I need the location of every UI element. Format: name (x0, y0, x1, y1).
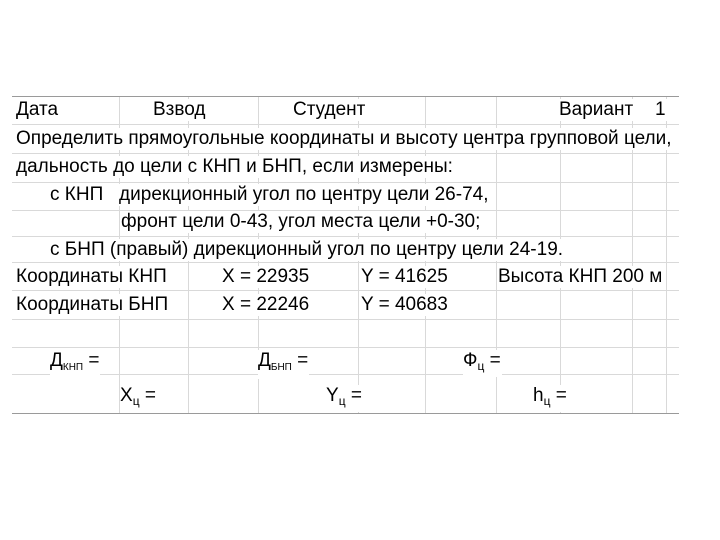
knp-y-value: Y = 41625 (361, 266, 448, 287)
knp-height-value: Высота КНП 200 м (498, 266, 663, 287)
grid-row-line (12, 319, 679, 320)
knp-coordinates-label: Координаты КНП (16, 266, 167, 287)
bnp-y-value: Y = 40683 (361, 294, 448, 315)
task-text-line: дальность до цели с КНП и БНП, если измерены: (16, 156, 453, 177)
target-x-answer: $X_ц$ = (120, 385, 157, 412)
task-text-line: с БНП (правый) дирекционный угол по центру цели 24-19. (50, 239, 564, 260)
grid-row-line (12, 236, 679, 237)
grid-row-line (12, 374, 679, 375)
range-bnp-answer: $Д_{БНП}$ = (258, 350, 309, 379)
variant-label: Вариант (559, 99, 634, 120)
task-text-line: Определить прямоугольные координаты и высоту центра групповой цели, (16, 128, 672, 149)
worksheet-grid (12, 96, 679, 414)
range-knp-answer: $Д_{КНП}$ = (50, 350, 100, 379)
platoon-label: Взвод (153, 99, 206, 120)
task-text-line: с КНП дирекционный угол по центру цели 26-74, (50, 184, 489, 205)
grid-row-line (12, 290, 679, 291)
bnp-x-value: X = 22246 (222, 294, 310, 315)
target-front-answer: $Ф_ц$ = (463, 350, 502, 377)
task-text-line: фронт цели 0-43, угол места цели +0-30; (121, 211, 481, 232)
grid-row-line (12, 124, 679, 125)
student-label: Студент (293, 99, 366, 120)
grid-row-line (12, 182, 679, 183)
date-label: Дата (16, 99, 59, 120)
target-y-answer: $Y_ц$ = (326, 385, 363, 412)
grid-row-line (12, 347, 679, 348)
bnp-coordinates-label: Координаты БНП (16, 294, 169, 315)
variant-value: 1 (655, 99, 666, 120)
target-height-answer: $h_ц$ = (533, 385, 568, 412)
grid-row-line (12, 262, 679, 263)
knp-x-value: X = 22935 (222, 266, 310, 287)
grid-row-line (12, 153, 679, 154)
